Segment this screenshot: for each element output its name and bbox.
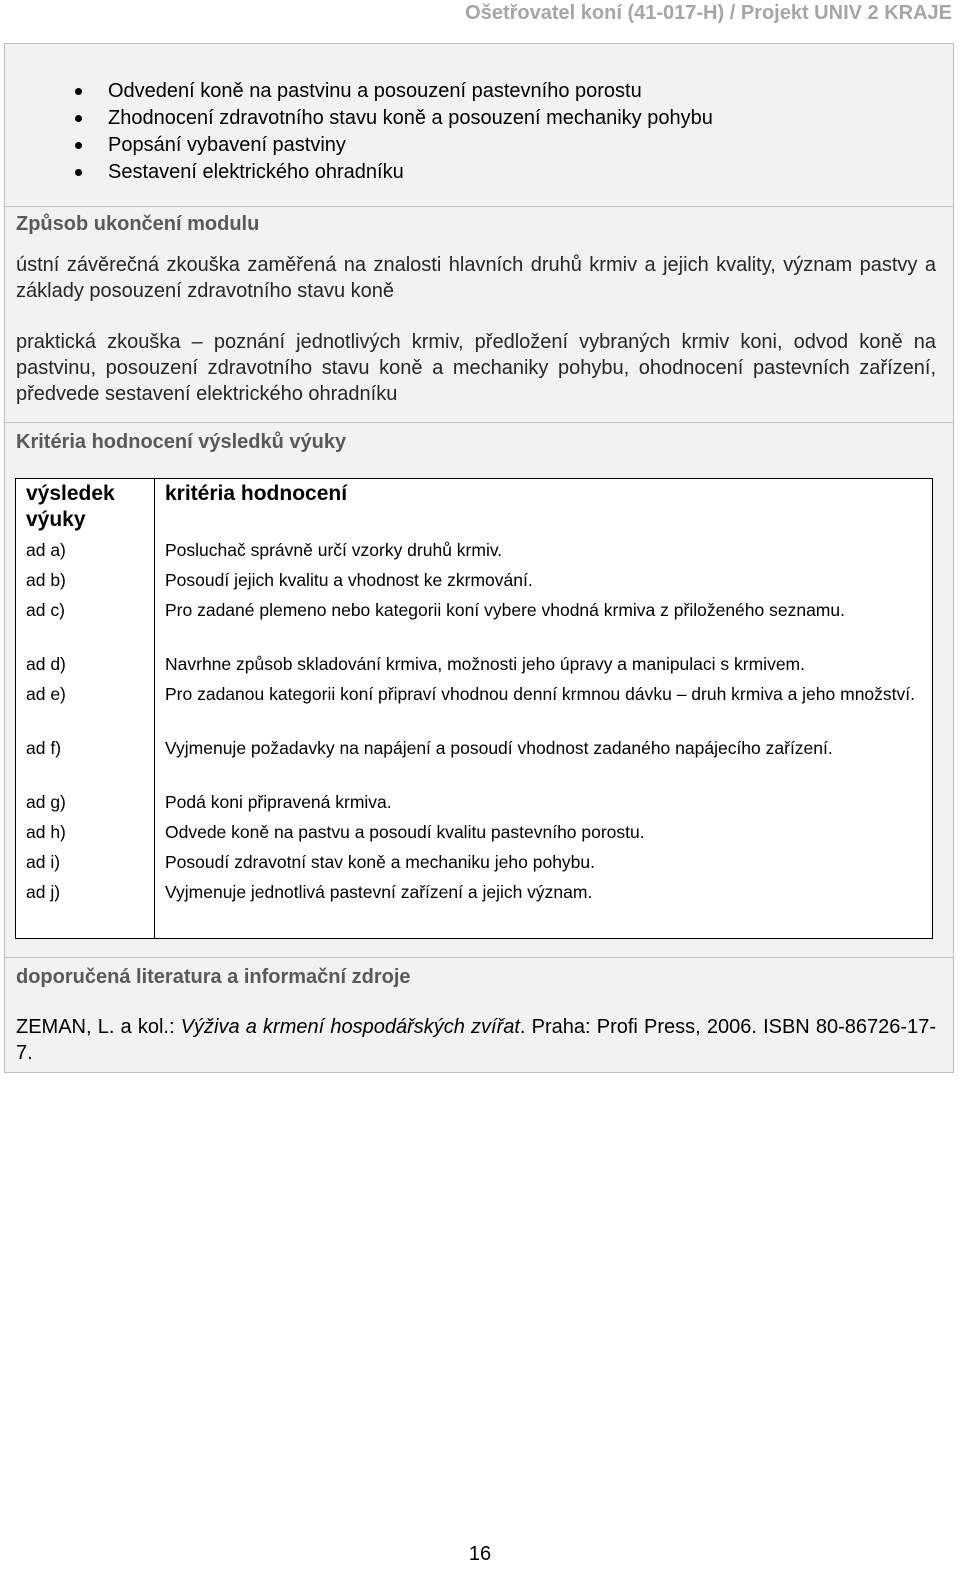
result-id: ad c): [16, 599, 155, 653]
literature-citation: [16, 1014, 936, 1066]
bullet-icon: [75, 88, 82, 95]
completion-heading: Způsob ukončení modulu: [16, 213, 260, 235]
module-frame: [4, 43, 954, 1073]
activities-section: [5, 44, 953, 206]
table-row: [16, 599, 933, 653]
column-header-result: výsledek výuky: [16, 479, 155, 540]
list-item: Zhodnocení zdravotního stavu koně a posouzení mechaniky pohybu: [5, 105, 713, 132]
criteria-heading: Kritéria hodnocení výsledků výuky: [16, 431, 347, 453]
bullet-icon: [75, 142, 82, 149]
table-row: [16, 791, 933, 821]
criteria-text: Posoudí zdravotní stav koně a mechaniku jeho pohybu.: [165, 852, 595, 872]
criteria-text: Vyjmenuje jednotlivá pastevní zařízení a jejich význam.: [165, 882, 593, 902]
citation-publisher: . Praha: Profi Press, 2006. ISBN 80-86726-17-7.: [16, 1016, 936, 1064]
result-id: ad a): [16, 539, 155, 569]
practical-exam-text: praktická zkouška – poznání jednotlivých krmiv, předložení vybraných krmiv koni, odvod koně na pastvinu, posouzení zdravotního stavu koně a mechaniky pohybu, ohodnocení pastevních zařízení, předvede sestavení elektrického ohradníku: [16, 331, 936, 405]
criteria-text: Posluchač správně určí vzorky druhů krmiv.: [165, 540, 503, 560]
criteria-text: Pro zadané plemeno nebo kategorii koní vybere vhodná krmiva z přiloženého seznamu.: [165, 600, 845, 620]
table-row: [16, 851, 933, 881]
result-id: ad d): [16, 653, 155, 683]
table-row: [16, 569, 933, 599]
table-row: [16, 539, 933, 569]
table-header-row: [16, 479, 933, 540]
table-row: [16, 653, 933, 683]
criteria-table: [15, 478, 933, 939]
literature-section: [5, 957, 953, 1073]
list-item: Popsání vybavení pastviny: [5, 132, 713, 159]
completion-section: [5, 206, 953, 423]
table-row: [16, 821, 933, 851]
list-item: Odvedení koně na pastvinu a posouzení pastevního porostu: [5, 78, 713, 105]
page-header: Ošetřovatel koní (41-017-H) / Projekt UNIV 2 KRAJE: [465, 2, 952, 24]
column-header-criteria: kritéria hodnocení: [165, 482, 348, 505]
result-id: ad f): [16, 737, 155, 791]
criteria-text: Posoudí jejich kvalitu a vhodnost ke zkrmování.: [165, 570, 533, 590]
page-number: 16: [468, 1543, 492, 1565]
list-item: Sestavení elektrického ohradníku: [5, 159, 713, 186]
table-row: [16, 737, 933, 791]
activities-list: [5, 78, 713, 186]
criteria-text: Pro zadanou kategorii koní připraví vhodnou denní krmnou dávku – druh krmiva a jeho množství.: [165, 684, 915, 704]
criteria-text: Navrhne způsob skladování krmiva, možnosti jeho úpravy a manipulaci s krmivem.: [165, 654, 805, 674]
criteria-text: Podá koni připravená krmiva.: [165, 792, 392, 812]
criteria-section: [5, 422, 953, 958]
criteria-text: Vyjmenuje požadavky na napájení a posoudí vhodnost zadaného napájecího zařízení.: [165, 738, 833, 758]
oral-exam-text: ústní závěrečná zkouška zaměřená na znalosti hlavních druhů krmiv a jejich kvality, význam pastvy a základy posouzení zdravotního stavu koně: [16, 254, 936, 302]
literature-heading: doporučená literatura a informační zdroje: [16, 966, 411, 988]
citation-author: ZEMAN, L. a kol.:: [16, 1016, 175, 1038]
bullet-icon: [75, 169, 82, 176]
result-id: ad b): [16, 569, 155, 599]
result-id: ad h): [16, 821, 155, 851]
bullet-icon: [75, 115, 82, 122]
criteria-text: Odvede koně na pastvu a posoudí kvalitu pastevního porostu.: [165, 822, 645, 842]
result-id: ad e): [16, 683, 155, 737]
result-id: ad g): [16, 791, 155, 821]
table-row: [16, 881, 933, 939]
table-row: [16, 683, 933, 737]
citation-title: Výživa a krmení hospodářských zvířat: [180, 1016, 520, 1038]
result-id: ad j): [16, 881, 155, 939]
result-id: ad i): [16, 851, 155, 881]
